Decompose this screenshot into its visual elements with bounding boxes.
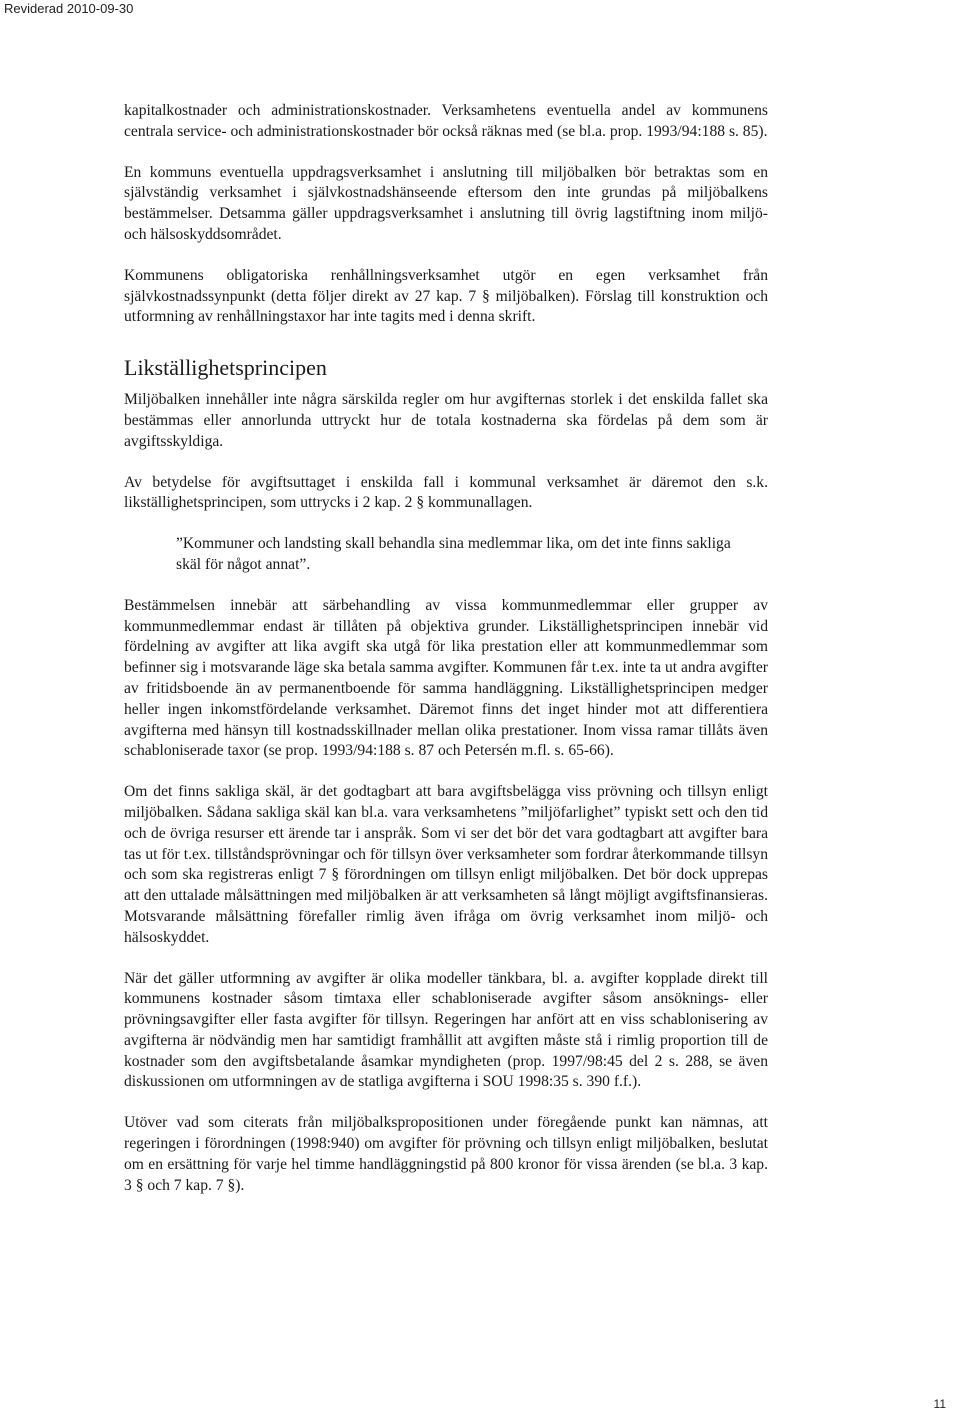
paragraph-objective-reasons: Om det finns sakliga skäl, är det godtagbart att bara avgiftsbelägga viss prövning och tillsyn enligt miljöbalken. Sådana sakliga skäl kan bl.a. vara verksamhetens ”miljöfarlighet” typiskt sett och den tid och de övriga resurser ett ärende tar i anspråk. Som vi ser det bör det vara godtagbart att avgifter bara tas ut för t.ex. tillståndsprövningar och för tillsyn över verksamheter som fordrar återkommande tillsyn och som ska registreras enligt 7 § förordningen om tillsyn enligt miljöbalken. Det bör dock upprepas att den uttalade målsättningen med miljöbalken är att verksamheten så långt möjligt avgiftsfinansieras. Motsvarande målsättning förefaller rimlig även ifråga om övrig verksamhet inom miljö- och hälsoskyddet. xyxy=(124,783,768,946)
block-quote: ”Kommuner och landsting skall behandla sina medlemmar lika, om det inte finns sakliga skäl för något annat”. xyxy=(176,535,731,573)
paragraph-no-special-rules: Miljöbalken innehåller inte några särskilda regler om hur avgifternas storlek i det enskilda fallet ska bestämmas eller annorlunda uttryckt hur de totala kostnaderna ska fördelas på dem som är avgiftsskyldiga. xyxy=(124,391,768,450)
document-body xyxy=(124,101,768,1196)
paragraph-fee-models: När det gäller utformning av avgifter är olika modeller tänkbara, bl. a. avgifter kopplade direkt till kommunens kostnader såsom timtaxa eller schabloniserade avgifter såsom ansöknings- eller prövningsavgifter eller fasta avgifter för tillsyn. Regeringen har anfört att en viss schablonisering av avgifterna är nödvändig men har samtidigt framhållit att avgiften måste stå i rimlig proportion till de kostnader som den avgiftsbetalande åsamkar myndigheten (prop. 1997/98:45 del 2 s. 288, se även diskussionen om utformningen av de statliga avgifterna i SOU 1998:35 s. 390 f.f.). xyxy=(124,969,768,1091)
paragraph-assignment-activity: En kommuns eventuella uppdragsverksamhet i anslutning till miljöbalken bör betraktas som en självständig verksamhet i självkostnadshänseende eftersom den inte grundas på miljöbalkens bestämmelser. Detsamma gäller uppdragsverksamhet i anslutning till övrig lagstiftning inom miljö- och hälsoskyddsområdet. xyxy=(124,163,768,243)
paragraph-equality-principle: Av betydelse för avgiftsuttaget i enskilda fall i kommunal verksamhet är däremot den s.k. likställighetsprincipen, som uttrycks i 2 kap. 2 § kommunallagen. xyxy=(124,473,768,512)
paragraph-waste-management: Kommunens obligatoriska renhållningsverksamhet utgör en egen verksamhet från självkostnadssynpunkt (detta följer direkt av 27 kap. 7 § miljöbalken). Förslag till konstruktion och utformning av renhållningstaxor har inte tagits med i denna skrift. xyxy=(124,266,768,326)
page-number: 11 xyxy=(933,1397,946,1411)
paragraph-hourly-rate: Utöver vad som citerats från miljöbalkspropositionen under föregående punkt kan nämnas, att regeringen i förordningen (1998:940) om avgifter för prövning och tillsyn enligt miljöbalken, beslutat om en ersättning för varje hel timme handläggningstid på 800 kronor för vissa ärenden (se bl.a. 3 kap. 3 § och 7 kap. 7 §). xyxy=(124,1114,768,1194)
revision-note: Reviderad 2010-09-30 xyxy=(4,1,134,16)
section-heading: Likställighetsprincipen xyxy=(124,355,327,381)
paragraph-cost-continuation: kapitalkostnader och administrationskostnader. Verksamhetens eventuella andel av kommunens centrala service- och administrationskostnader bör också räknas med (se bl.a. prop. 1993/94:188 s. 85). xyxy=(124,102,768,140)
paragraph-objective-grounds: Bestämmelsen innebär att särbehandling av vissa kommunmedlemmar eller grupper av kommunmedlemmar endast är tillåten på objektiva grunder. Likställighetsprincipen innebär vid fördelning av avgifter att lika avgift ska utgå för lika prestation eller att kommunmedlemmar som befinner sig i motsvarande läge ska betala samma avgifter. Kommunen får t.ex. inte ta ut andra avgifter av fritidsboende än av permanentboende för samma handläggning. Likställighetsprincipen medger heller ingen inkomstfördelande verksamhet. Däremot finns det inget hinder mot att differentiera avgifterna med hänsyn till kostnadsskillnader mellan olika prestationer. Inom vissa ramar tillåts även schabloniserade taxor (se prop. 1993/94:188 s. 87 och Petersén m.fl. s. 65-66). xyxy=(124,596,768,760)
